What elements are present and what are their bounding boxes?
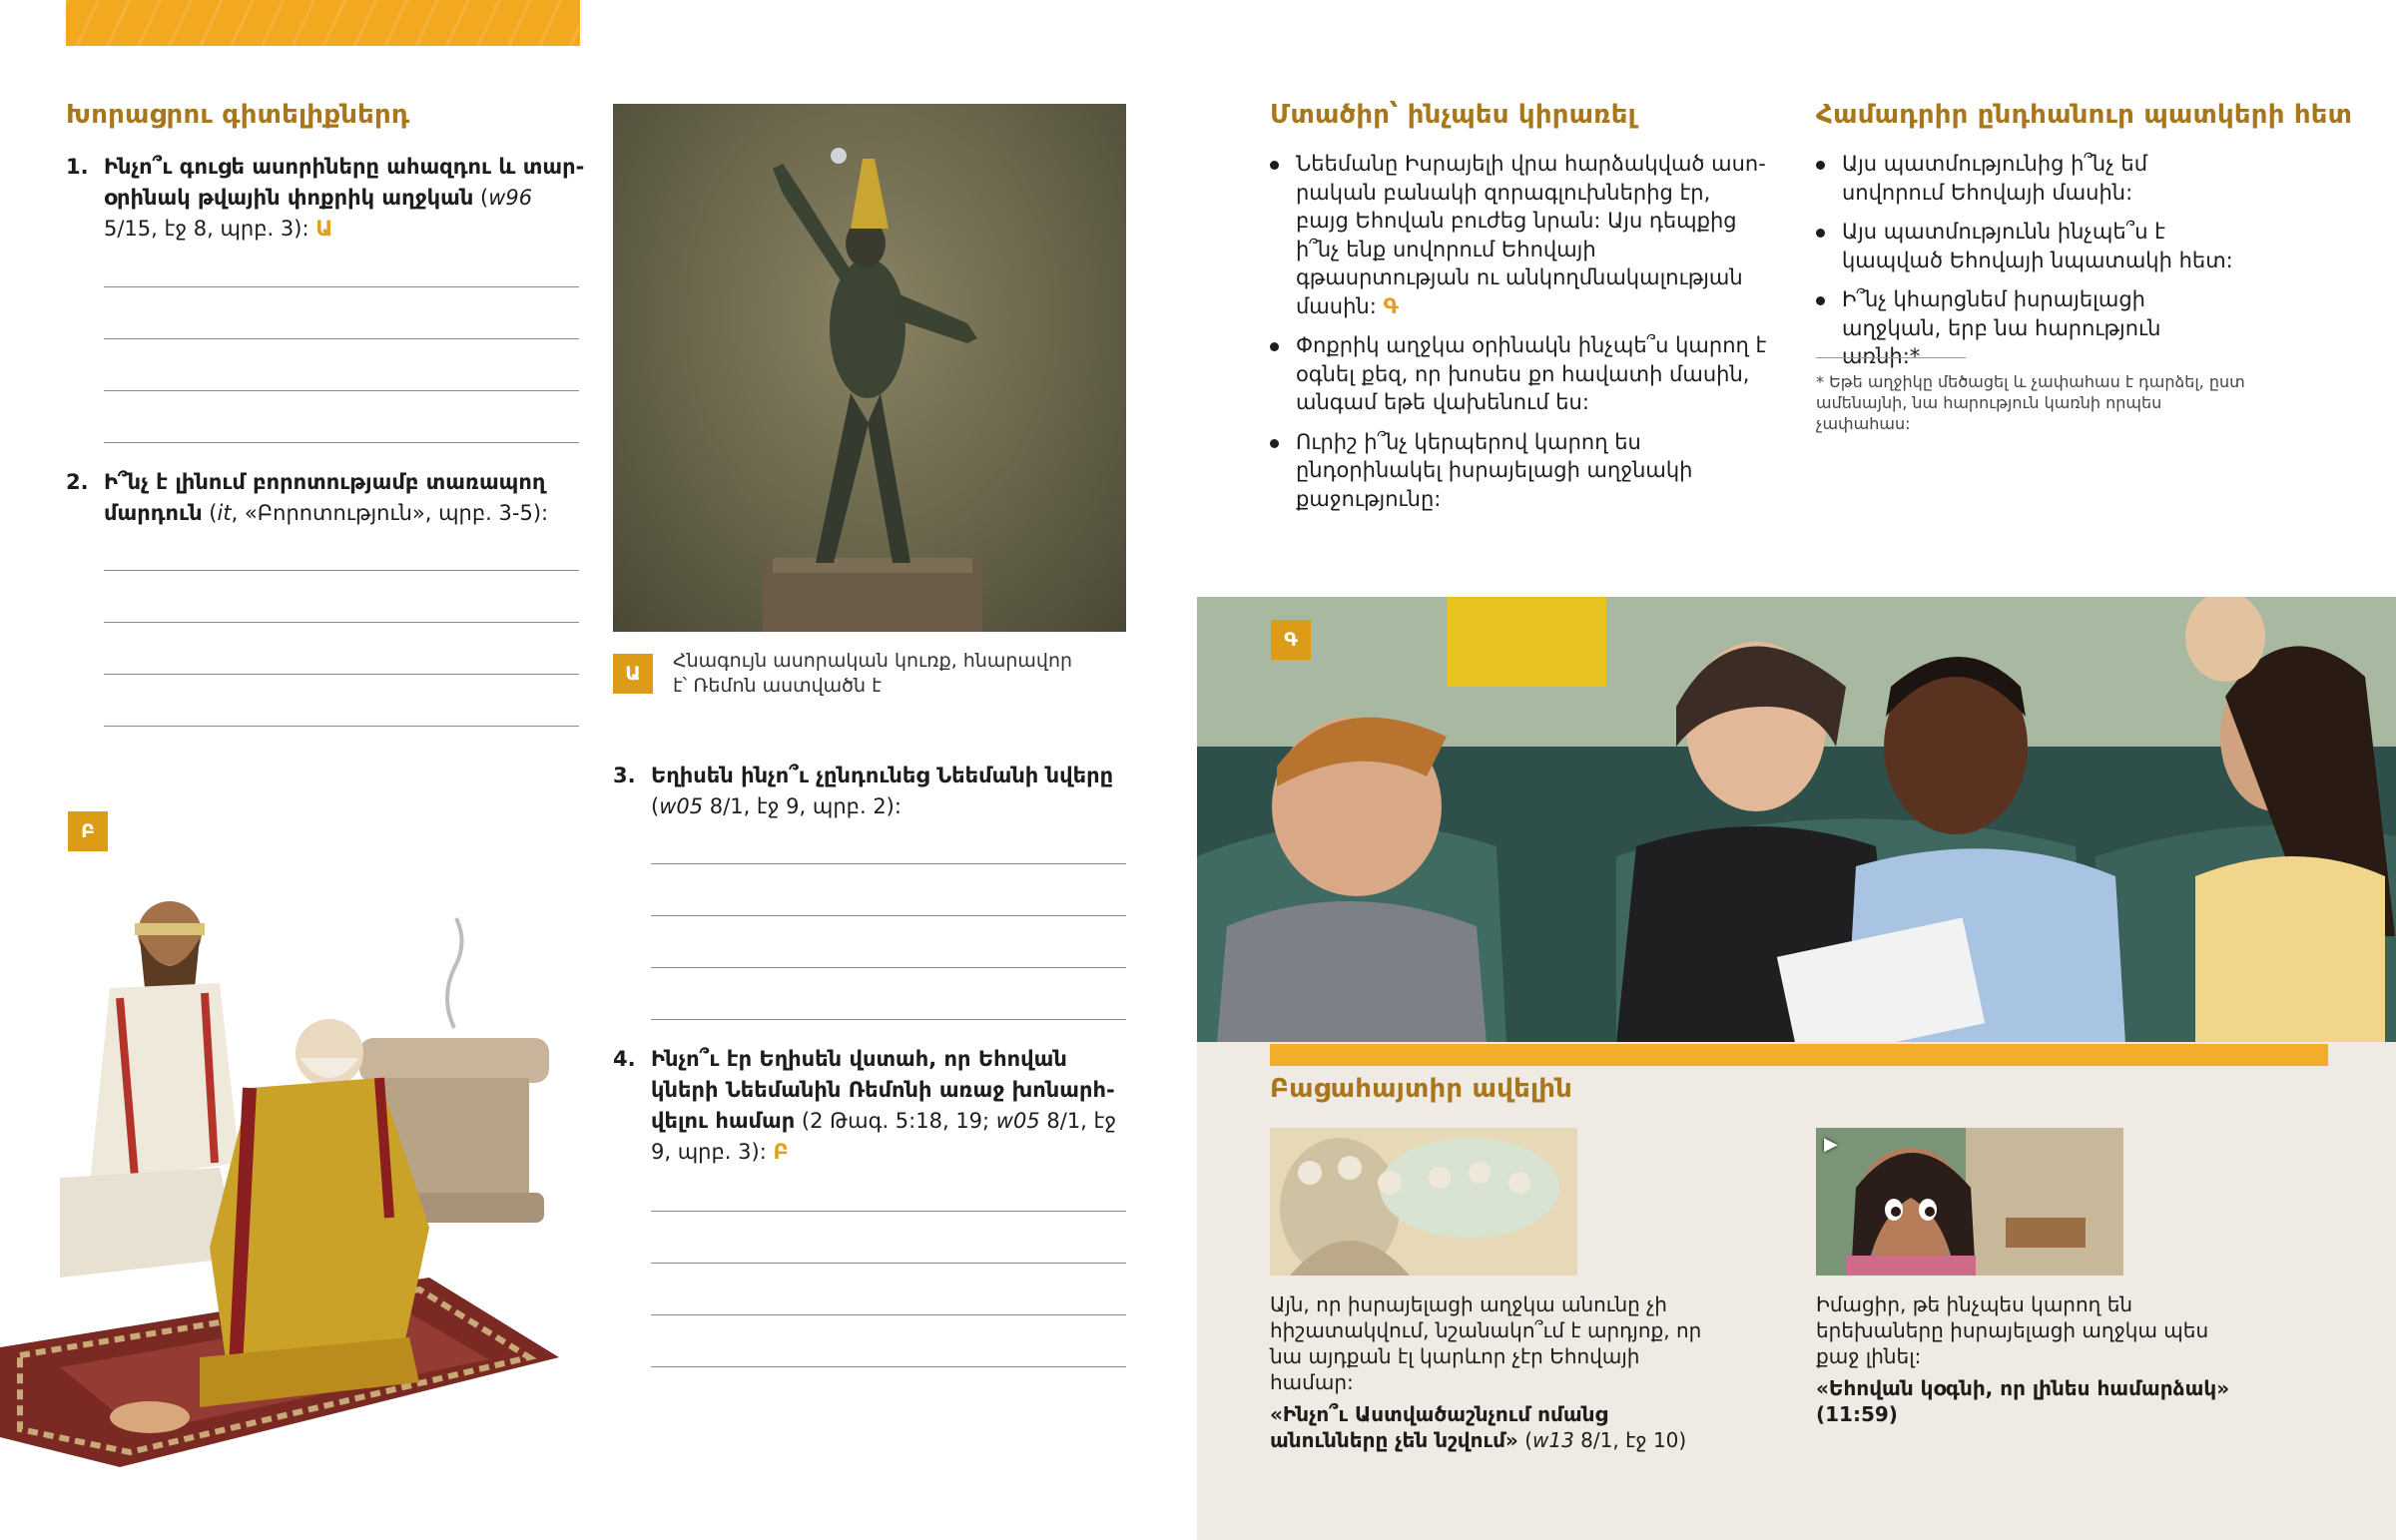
article-thumbnail[interactable] xyxy=(1270,1128,1577,1276)
image-ref-mark: Ա xyxy=(315,217,333,241)
discover-more-item-2 xyxy=(1816,1291,2255,1427)
assyrian-idol-photo xyxy=(613,104,1126,632)
question-2: 2. Ի՞նչ է լինում բորոտությամբ տառապող մարդուն (it, «Բորոտություն», պրբ. 3-5): xyxy=(66,467,585,529)
list-item: Ի՞նչ կհարցնեմ իսրայելացի աղջկան, երբ նա հարություն առնի:* xyxy=(1816,285,2245,371)
apply-list xyxy=(1270,150,1769,524)
footnote: * Եթե աղջիկը մեծացել և չափահաս է դարձել, ըստ ամենայնի, նա հարություն կառնի որպես չափահաս: xyxy=(1816,372,2245,433)
question-4: 4. Ինչո՞ւ էր Եղիսեն վստահ, որ Եհովան կների Նեեմանին Ռեմոնի առաջ խոնարհվելու համար (2 Թագ. 5:18, 19; w05 8/1, էջ 9, պրբ. 3): Բ xyxy=(613,1044,1132,1168)
image-ref-mark: Գ xyxy=(1383,293,1399,318)
image-badge-c: Գ xyxy=(1271,620,1311,660)
question-number: 2. xyxy=(66,470,89,494)
question-1: 1. Ինչո՞ւ գուցե ասորիները ահազդու և տարօրինակ թվային փոքրիկ աղջկան (w96 5/15, էջ 8, պրբ. 3): Ա xyxy=(66,152,585,245)
question-text: Եղիսեն ինչո՞ւ չընդունեց Նեեմանի նվերը xyxy=(651,764,1114,787)
image-badge-a: Ա xyxy=(613,654,653,694)
section-title-big-picture: Համադրիր ընդհանուր պատկերի հետ xyxy=(1816,100,2353,130)
item-description: Իմացիր, թե ինչպես կարող են երեխաները իսրայելացի աղջկա պես քաջ լինել: xyxy=(1816,1292,2209,1368)
section-title-discover-more: Բացահայտիր ավելին xyxy=(1270,1074,1573,1104)
list-item: Այս պատմությունն ինչպե՞ս է կապված Եհովայի նպատակի հետ: xyxy=(1816,218,2245,274)
reference-link[interactable]: w05 xyxy=(995,1109,1040,1133)
image-badge-b: Բ xyxy=(68,811,108,851)
footnote-divider xyxy=(1816,357,1966,358)
question-number: 3. xyxy=(613,764,636,787)
list-item: Փոքրիկ աղջկա օրինակն ինչպե՞ս կարող է օգնել քեզ, որ խոսես քո հավատի մասին, անգամ եթե վախենում ես: xyxy=(1270,331,1769,417)
discover-more-accent-bar xyxy=(1270,1044,2328,1066)
reference-link[interactable]: w96 xyxy=(488,186,533,210)
naaman-illustration xyxy=(0,878,599,1540)
answer-lines-2[interactable] xyxy=(104,519,579,727)
image-ref-mark: Բ xyxy=(773,1140,789,1164)
list-item: Նեեմանը Իսրայելի վրա հարձակված ասորական բանակի զորագլուխներից էր, բայց Եհովան բուժեց նրան: Այս դեպքից ի՞նչ ենք սովորում Եհովայի գթասրտության ու անկողմնակալության մասին: Գ xyxy=(1270,150,1769,320)
image-caption-a: Հնագույն ասորական կուռք, հնարավոր է՝ Ռեմոն աստվածն է xyxy=(673,650,1073,697)
video-duration: (11:59) xyxy=(1816,1402,1898,1426)
school-bus-photo xyxy=(1197,597,2396,1044)
article-link[interactable]: «Ինչո՞ւ Աստվածաշնչում ոմանց անունները չեն նշվում» xyxy=(1270,1402,1608,1452)
question-number: 1. xyxy=(66,155,89,179)
answer-lines-1[interactable] xyxy=(104,236,579,443)
section-title-deepen-knowledge: Խորացրու գիտելիքներդ xyxy=(66,100,410,130)
answer-lines-3[interactable] xyxy=(651,812,1126,1020)
discover-more-item-1: Այն, որ իսրայելացի աղջկա անունը չի հիշատակվում, նշանակո՞ւմ է արդյոք, որ նա այդքան էլ կարևոր չէր Եհովայի համար: «Ինչո՞ւ Աստվածաշնչում ոմանց անունները չեն նշվում» (w13 8/1, էջ 10) xyxy=(1270,1291,1709,1453)
question-text: Ինչո՞ւ էր Եղիսեն վստահ, որ Եհովան կների Նեեմանին Ռեմոնի առաջ խոնարհվելու համար xyxy=(651,1047,1115,1133)
question-number: 4. xyxy=(613,1047,636,1071)
section-title-apply: Մտածիր՝ ինչպես կիրառել xyxy=(1270,100,1636,130)
top-decor-band xyxy=(66,0,580,46)
item-description: Այն, որ իսրայելացի աղջկա անունը չի հիշատակվում, նշանակո՞ւմ է արդյոք, որ նա այդքան էլ կարևոր չէր Եհովայի համար: xyxy=(1270,1292,1702,1394)
video-thumbnail[interactable] xyxy=(1816,1128,2123,1276)
reference-link[interactable]: w13 xyxy=(1532,1428,1574,1452)
reference-link[interactable]: w05 xyxy=(659,794,704,818)
list-item: Ուրիշ ի՞նչ կերպերով կարող ես ընդօրինակել իսրայելացի աղջնակի քաջությունը: xyxy=(1270,428,1769,514)
reference-link[interactable]: it xyxy=(217,501,232,525)
video-link[interactable]: «Եհովան կօգնի, որ լինես համարձակ» xyxy=(1816,1376,2230,1400)
question-text: Ի՞նչ է լինում բորոտությամբ տառապող մարդուն xyxy=(104,470,546,525)
play-icon[interactable]: ▶ xyxy=(1824,1134,1838,1155)
question-3: 3. Եղիսեն ինչո՞ւ չընդունեց Նեեմանի նվերը (w05 8/1, էջ 9, պրբ. 2): xyxy=(613,761,1132,822)
question-text: Ինչո՞ւ գուցե ասորիները ահազդու և տարօրինակ թվային փոքրիկ աղջկան xyxy=(104,155,585,210)
list-item: Այս պատմությունից ի՞նչ եմ սովորում Եհովայի մասին: xyxy=(1816,150,2245,207)
big-picture-list xyxy=(1816,150,2245,382)
answer-lines-4[interactable] xyxy=(651,1160,1126,1367)
